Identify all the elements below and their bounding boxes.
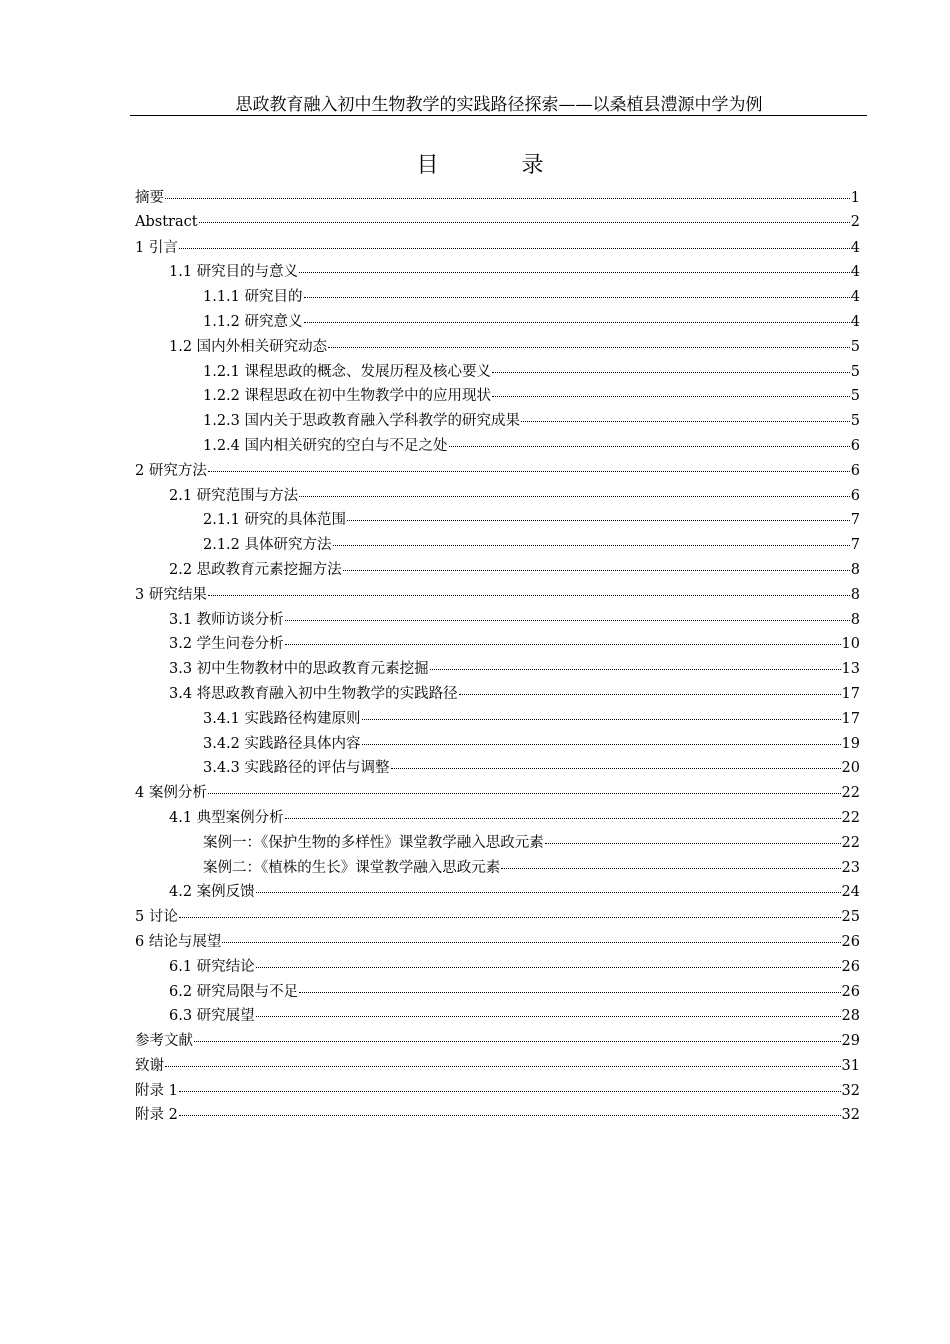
- dot-leader: [449, 431, 850, 447]
- toc-entry[interactable]: [135, 533, 860, 558]
- dot-leader: [208, 580, 850, 596]
- dot-leader: [362, 729, 841, 745]
- toc-entry[interactable]: [135, 756, 860, 781]
- running-header: 思政教育融入初中生物教学的实践路径探索——以桑植县澧源中学为例: [235, 95, 763, 115]
- toc-entry-page-number: 6: [850, 462, 860, 479]
- toc-entry[interactable]: [135, 980, 860, 1005]
- toc-entry-page-number: 17: [841, 685, 860, 702]
- toc-entry-page-number: 32: [841, 1082, 860, 1099]
- toc-entry-page-number: 1: [850, 190, 860, 206]
- toc-entry-page-number: 5: [850, 413, 860, 430]
- toc-entry-page-number: 25: [841, 909, 860, 926]
- toc-entry[interactable]: [135, 384, 860, 409]
- dot-leader: [194, 1027, 841, 1043]
- toc-entry[interactable]: [135, 236, 860, 261]
- dot-leader: [165, 184, 850, 200]
- toc-entry-label: 附录 1: [135, 1082, 178, 1099]
- toc-entry[interactable]: [135, 781, 860, 806]
- toc-entry-label: 3.3 初中生物教材中的思政教育元素挖掘: [169, 661, 429, 678]
- dot-leader: [333, 531, 850, 547]
- toc-entry-label: 1.2.3 国内关于思政教育融入学科教学的研究成果: [203, 413, 521, 430]
- toc-entry-page-number: 22: [841, 785, 860, 802]
- toc-entry-page-number: 8: [850, 561, 860, 578]
- toc-entry[interactable]: [135, 484, 860, 509]
- dot-leader: [492, 382, 850, 398]
- toc-entry-label: 2 研究方法: [135, 462, 207, 479]
- dot-leader: [179, 1101, 841, 1117]
- header-rule: [130, 115, 867, 116]
- toc-entry-page-number: 2: [850, 214, 860, 231]
- toc-entry-page-number: 6: [850, 487, 860, 504]
- toc-entry-page-number: 5: [850, 338, 860, 355]
- toc-entry[interactable]: [135, 360, 860, 385]
- toc-entry-label: 3.4.2 实践路径具体内容: [203, 735, 361, 752]
- dot-leader: [299, 258, 850, 274]
- dot-leader: [430, 655, 841, 671]
- toc-entry-label: 1 引言: [135, 239, 178, 256]
- toc-entry[interactable]: [135, 632, 860, 657]
- dot-leader: [304, 307, 850, 323]
- toc-entry[interactable]: [135, 459, 860, 484]
- dot-leader: [299, 481, 850, 497]
- toc-title: 目 录: [416, 153, 582, 178]
- dot-leader: [222, 927, 840, 943]
- toc-entry-label: 3.4 将思政教育融入初中生物教学的实践路径: [169, 685, 458, 702]
- toc-entry[interactable]: [135, 310, 860, 335]
- toc-entry[interactable]: [135, 1004, 860, 1029]
- toc-entry-label: 2.2 思政教育元素挖掘方法: [169, 561, 342, 578]
- toc-entry-label: 1.1.1 研究目的: [203, 289, 303, 306]
- dot-leader: [343, 555, 850, 571]
- dot-leader: [179, 233, 850, 249]
- dot-leader: [285, 803, 841, 819]
- toc-entry-page-number: 19: [841, 735, 860, 752]
- toc-entry-label: 致谢: [135, 1057, 164, 1074]
- toc-entry-label: 3.1 教师访谈分析: [169, 611, 284, 628]
- dot-leader: [199, 208, 850, 224]
- toc-entry[interactable]: [135, 905, 860, 930]
- toc-entry-label: 3.4.1 实践路径构建原则: [203, 710, 361, 727]
- toc-entry-label: 2.1.1 研究的具体范围: [203, 512, 347, 529]
- toc-entry-label: 6.1 研究结论: [169, 958, 255, 975]
- toc-entry-page-number: 17: [841, 710, 860, 727]
- toc-entry-label: 2.1 研究范围与方法: [169, 487, 299, 504]
- toc-entry-label: 1.1 研究目的与意义: [169, 264, 299, 281]
- toc-entry-page-number: 7: [850, 512, 860, 529]
- toc-entry-page-number: 13: [841, 661, 860, 678]
- toc-entry[interactable]: [135, 211, 860, 236]
- dot-leader: [179, 1076, 841, 1092]
- toc-entry-label: 4.1 典型案例分析: [169, 809, 284, 826]
- dot-leader: [256, 1002, 841, 1018]
- toc-entry[interactable]: [135, 707, 860, 732]
- toc-entry[interactable]: [135, 434, 860, 459]
- toc-entry-page-number: 22: [841, 809, 860, 826]
- toc-entry-page-number: 4: [850, 289, 860, 306]
- toc-entry-page-number: 10: [841, 636, 860, 653]
- toc-entry-page-number: 26: [841, 958, 860, 975]
- dot-leader: [459, 679, 841, 695]
- dot-leader: [328, 332, 850, 348]
- toc-entry-page-number: 23: [841, 859, 860, 876]
- toc-entry[interactable]: [135, 583, 860, 608]
- toc-entry-page-number: 24: [841, 884, 860, 901]
- toc-list: [135, 186, 860, 1128]
- toc-entry-label: 5 讨论: [135, 909, 178, 926]
- toc-entry[interactable]: [135, 856, 860, 881]
- dot-leader: [179, 903, 841, 919]
- toc-entry-page-number: 8: [850, 611, 860, 628]
- toc-entry-label: 案例一：《保护生物的多样性》课堂教学融入思政元素: [203, 834, 544, 851]
- toc-entry-page-number: 4: [850, 264, 860, 281]
- toc-entry[interactable]: [135, 657, 860, 682]
- dot-leader: [492, 357, 850, 373]
- toc-entry[interactable]: [135, 880, 860, 905]
- dot-leader: [285, 605, 850, 621]
- dot-leader: [391, 754, 841, 770]
- toc-entry-page-number: 5: [850, 388, 860, 405]
- toc-entry-label: 1.2.4 国内相关研究的空白与不足之处: [203, 437, 448, 454]
- dot-leader: [208, 456, 850, 472]
- toc-entry[interactable]: [135, 831, 860, 856]
- toc-entry[interactable]: [135, 1103, 860, 1128]
- toc-entry-page-number: 8: [850, 586, 860, 603]
- toc-entry-label: 1.2.1 课程思政的概念、发展历程及核心要义: [203, 363, 492, 380]
- toc-entry-page-number: 26: [841, 983, 860, 1000]
- toc-entry[interactable]: [135, 335, 860, 360]
- dot-leader: [347, 506, 850, 522]
- toc-entry[interactable]: [135, 1054, 860, 1079]
- dot-leader: [362, 704, 841, 720]
- toc-entry-label: 参考文献: [135, 1033, 193, 1050]
- toc-entry[interactable]: [135, 1029, 860, 1054]
- toc-entry[interactable]: [135, 409, 860, 434]
- dot-leader: [521, 407, 850, 423]
- toc-entry[interactable]: [135, 955, 860, 980]
- dot-leader: [545, 828, 841, 844]
- toc-entry-label: 附录 2: [135, 1107, 178, 1124]
- toc-entry-page-number: 22: [841, 834, 860, 851]
- toc-entry-page-number: 4: [850, 239, 860, 256]
- dot-leader: [304, 283, 850, 299]
- toc-entry-label: 摘要: [135, 190, 164, 206]
- toc-entry[interactable]: [135, 930, 860, 955]
- toc-entry-page-number: 5: [850, 363, 860, 380]
- toc-entry-label: 1.2 国内外相关研究动态: [169, 338, 328, 355]
- dot-leader: [208, 779, 841, 795]
- toc-entry[interactable]: [135, 732, 860, 757]
- toc-entry-label: 1.1.2 研究意义: [203, 313, 303, 330]
- toc-entry-page-number: 29: [841, 1033, 860, 1050]
- toc-entry-page-number: 26: [841, 933, 860, 950]
- toc-entry-label: 案例二：《植株的生长》课堂教学融入思政元素: [203, 859, 501, 876]
- toc-entry-label: 3 研究结果: [135, 586, 207, 603]
- dot-leader: [165, 1051, 841, 1067]
- dot-leader: [256, 878, 841, 894]
- dot-leader: [256, 952, 841, 968]
- toc-entry-label: 6.3 研究展望: [169, 1008, 255, 1025]
- toc-entry-label: 4 案例分析: [135, 785, 207, 802]
- toc-entry[interactable]: [135, 260, 860, 285]
- toc-entry-page-number: 32: [841, 1107, 860, 1124]
- toc-entry-label: 6 结论与展望: [135, 933, 222, 950]
- toc-entry-label: Abstract: [135, 214, 198, 231]
- toc-entry[interactable]: [135, 682, 860, 707]
- toc-entry-label: 1.2.2 课程思政在初中生物教学中的应用现状: [203, 388, 492, 405]
- dot-leader: [501, 853, 840, 869]
- dot-leader: [299, 977, 840, 993]
- dot-leader: [285, 630, 841, 646]
- toc-entry-page-number: 28: [841, 1008, 860, 1025]
- toc-entry[interactable]: [135, 508, 860, 533]
- toc-entry-page-number: 20: [841, 760, 860, 777]
- toc-entry-label: 3.4.3 实践路径的评估与调整: [203, 760, 390, 777]
- toc-entry[interactable]: [135, 1079, 860, 1104]
- toc-entry-page-number: 7: [850, 537, 860, 554]
- toc-entry-label: 6.2 研究局限与不足: [169, 983, 299, 1000]
- toc-entry[interactable]: [135, 806, 860, 831]
- toc-entry-label: 3.2 学生问卷分析: [169, 636, 284, 653]
- toc-entry-page-number: 4: [850, 313, 860, 330]
- toc-entry[interactable]: [135, 608, 860, 633]
- toc-entry-page-number: 6: [850, 437, 860, 454]
- toc-entry-label: 2.1.2 具体研究方法: [203, 537, 332, 554]
- toc-entry-page-number: 31: [841, 1057, 860, 1074]
- toc-entry[interactable]: [135, 285, 860, 310]
- toc-entry[interactable]: [135, 558, 860, 583]
- toc-entry-label: 4.2 案例反馈: [169, 884, 255, 901]
